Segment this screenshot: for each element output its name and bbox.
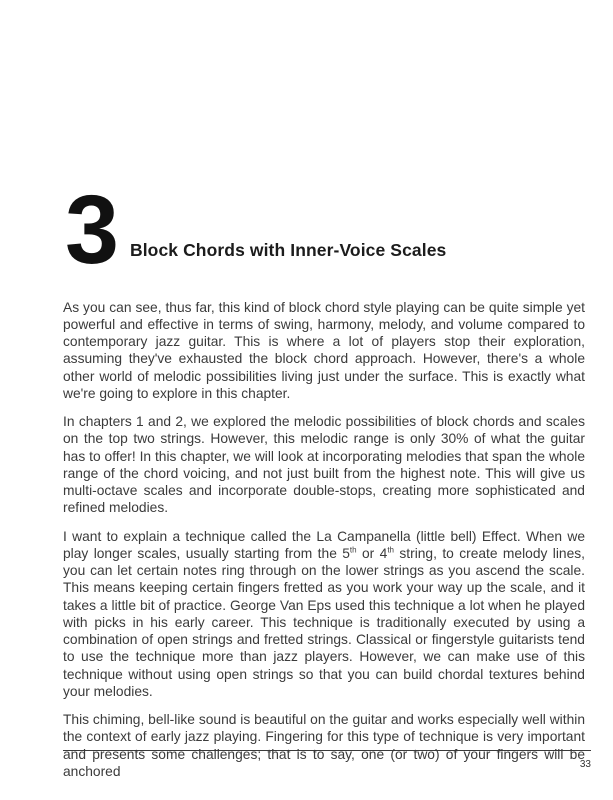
paragraph-3: [63, 528, 585, 701]
chapter-title: Block Chords with Inner-Voice Scales: [129, 239, 447, 260]
page-content: [63, 175, 586, 780]
paragraph-1: As you can see, thus far, this kind of block chord style playing can be quite simple yet powerful and effective in terms of swing, harmony, melody, and volume compared to contemporary jazz guitar. This is where a lot of players stop their exploration, assuming they've exhausted the block chord approach. However, there's a whole other world of melodic possibilities living just under the surface. This is exactly what we're going to explore in this chapter.: [63, 299, 585, 401]
paragraph-2: In chapters 1 and 2, we explored the melodic possibilities of block chords and scales on the top two strings. However, this melodic range is only 30% of what the guitar has to offer! In this chapter, we will look at incorporating melodies that span the whole range of the chord voicing, and not just built from the highest note. This will give us multi-octave scales and incorporate double-stops, creating more sophisticated and refined melodies.: [63, 414, 585, 516]
ordinal-suffix-5th: th: [349, 545, 357, 555]
paragraph-3-segment-3: string, to create melody lines, you can let certain notes ring through on the lower strings as you ascend the scale. This means keeping certain fingers fretted as you work your way up the scale, and it takes a little bit of practice. George Van Eps used this technique a lot when he played with picks in his early career. This technique is traditionally executed by using a combination of open strings and fretted strings. Classical or fingerstyle guitarists tend to use the technique more than jazz players. However, we can make use of this technique without using open strings so that you can build chordal textures behind your melodies.: [63, 545, 586, 699]
page-footer: [63, 750, 591, 772]
page-number: 33: [579, 759, 591, 770]
paragraph-4: This chiming, bell-like sound is beautiful on the guitar and works especially well within the context of early jazz playing. Fingering for this type of technique is very important and presents some challenges; that is to say, one (or two) of your fingers will be anchored: [63, 712, 585, 779]
ordinal-suffix-4th: th: [387, 545, 394, 555]
chapter-header: [65, 175, 585, 284]
body-copy: [63, 299, 585, 781]
paragraph-3-segment-2: or 4: [356, 545, 388, 561]
paragraph-3-segment-1: I want to explain a technique called the La Campanella (little bell) Effect. When we play longer scales, usually starting from the 5: [63, 528, 585, 561]
chapter-number: 3: [65, 175, 117, 284]
